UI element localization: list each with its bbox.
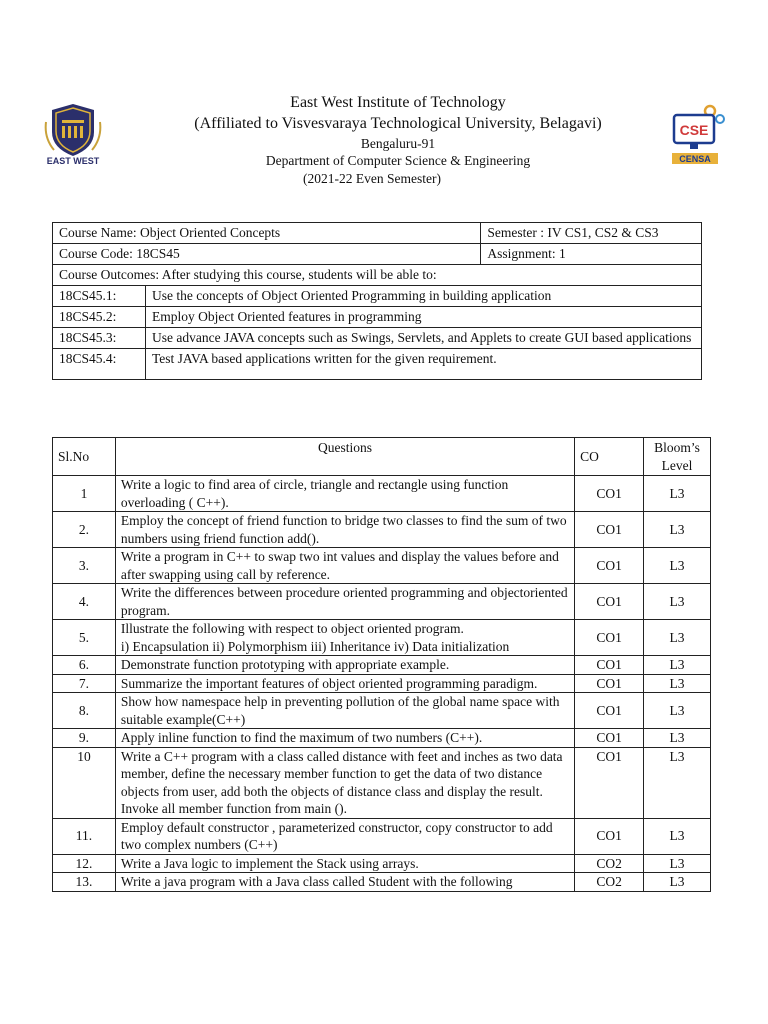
question-number: 3. (53, 548, 116, 584)
outcome-text: Test JAVA based applications written for the given requirement. (146, 349, 702, 380)
question-blooms-level: L3 (644, 854, 711, 873)
question-number: 4. (53, 584, 116, 620)
question-blooms-level: L3 (644, 584, 711, 620)
course-outcomes-intro: Course Outcomes: After studying this course, students will be able to: (53, 265, 702, 286)
question-number: 13. (53, 873, 116, 892)
course-code: Course Code: 18CS45 (53, 244, 481, 265)
col-header-co: CO (575, 438, 644, 476)
question-co: CO2 (575, 854, 644, 873)
question-text: Illustrate the following with respect to object oriented program. i) Encapsulation ii) Polymorphism iii) Inheritance iv) Data initialization (115, 620, 574, 656)
question-blooms-level: L3 (644, 747, 711, 818)
question-blooms-level: L3 (644, 729, 711, 748)
outcome-text: Employ Object Oriented features in programming (146, 307, 702, 328)
question-co: CO1 (575, 656, 644, 675)
table-row (53, 512, 711, 548)
outcome-text: Use advance JAVA concepts such as Swings, Servlets, and Applets to create GUI based applications (146, 328, 702, 349)
question-number: 1 (53, 476, 116, 512)
question-co: CO1 (575, 620, 644, 656)
table-row (53, 674, 711, 693)
censa-logo-mark: CSE (679, 122, 709, 138)
semester-year: (2021-22 Even Semester) (303, 171, 441, 186)
table-row (53, 873, 711, 892)
question-text: Write the differences between procedure oriented programming and objectoriented program. (115, 584, 574, 620)
question-co: CO1 (575, 693, 644, 729)
outcome-code: 18CS45.3: (53, 328, 146, 349)
question-number: 7. (53, 674, 116, 693)
question-text: Employ the concept of friend function to bridge two classes to find the sum of two numbers using friend function add(). (115, 512, 574, 548)
city: Bengaluru-91 (360, 136, 436, 151)
table-row (53, 693, 711, 729)
col-header-questions: Questions (115, 438, 574, 476)
affiliation: (Affiliated to Visvesvaraya Technological University, Belagavi) (194, 115, 602, 132)
outcome-code: 18CS45.2: (53, 307, 146, 328)
question-blooms-level: L3 (644, 674, 711, 693)
outcome-code: 18CS45.1: (53, 286, 146, 307)
east-west-logo-text: EAST WEST (46, 156, 100, 166)
table-row (53, 729, 711, 748)
question-number: 2. (53, 512, 116, 548)
question-blooms-level: L3 (644, 656, 711, 675)
question-text: Write a C++ program with a class called distance with feet and inches as two data member, define the necessary member function to get the data of two distance objects from user, add both the objects of distance class and display the result. Invoke all member function from main (). (115, 747, 574, 818)
question-text: Write a Java logic to implement the Stack using arrays. (115, 854, 574, 873)
question-blooms-level: L3 (644, 693, 711, 729)
question-blooms-level: L3 (644, 818, 711, 854)
question-number: 12. (53, 854, 116, 873)
question-blooms-level: L3 (644, 476, 711, 512)
question-text: Apply inline function to find the maximum of two numbers (C++). (115, 729, 574, 748)
question-blooms-level: L3 (644, 873, 711, 892)
question-co: CO1 (575, 729, 644, 748)
outcome-text: Use the concepts of Object Oriented Programming in building application (146, 286, 702, 307)
col-header-blooms-level: Bloom’s Level (644, 438, 711, 476)
department: Department of Computer Science & Engineering (265, 153, 531, 168)
question-co: CO1 (575, 476, 644, 512)
question-co: CO1 (575, 674, 644, 693)
question-number: 5. (53, 620, 116, 656)
table-row (53, 854, 711, 873)
course-semester: Semester : IV CS1, CS2 & CS3 (481, 223, 702, 244)
question-co: CO1 (575, 818, 644, 854)
assignment-number: Assignment: 1 (481, 244, 702, 265)
question-co: CO2 (575, 873, 644, 892)
question-blooms-level: L3 (644, 512, 711, 548)
question-co: CO1 (575, 584, 644, 620)
question-text: Employ default constructor , parameterized constructor, copy constructor to add two complex numbers (C++) (115, 818, 574, 854)
table-row (53, 584, 711, 620)
table-row (53, 548, 711, 584)
document-header (0, 0, 768, 200)
question-blooms-level: L3 (644, 548, 711, 584)
question-text: Demonstrate function prototyping with appropriate example. (115, 656, 574, 675)
question-co: CO1 (575, 512, 644, 548)
question-text: Write a logic to find area of circle, triangle and rectangle using function overloading ( C++). (115, 476, 574, 512)
question-text: Write a java program with a Java class called Student with the following (115, 873, 574, 892)
question-co: CO1 (575, 747, 644, 818)
col-header-slno: Sl.No (53, 438, 116, 476)
outcome-code: 18CS45.4: (53, 349, 146, 380)
question-text: Summarize the important features of object oriented programming paradigm. (115, 674, 574, 693)
questions-table (52, 437, 711, 892)
question-blooms-level: L3 (644, 620, 711, 656)
censa-logo-text: CENSA (679, 154, 711, 164)
question-number: 8. (53, 693, 116, 729)
question-number: 9. (53, 729, 116, 748)
questions-header-row (53, 438, 711, 476)
question-number: 11. (53, 818, 116, 854)
table-row (53, 747, 711, 818)
institute-name: East West Institute of Technology (290, 94, 506, 111)
question-co: CO1 (575, 548, 644, 584)
course-name: Course Name: Object Oriented Concepts (53, 223, 481, 244)
table-row (53, 818, 711, 854)
course-info-table (52, 222, 702, 380)
table-row (53, 476, 711, 512)
question-number: 10 (53, 747, 116, 818)
question-number: 6. (53, 656, 116, 675)
question-text: Show how namespace help in preventing pollution of the global name space with suitable example(C++) (115, 693, 574, 729)
question-text: Write a program in C++ to swap two int values and display the values before and after swapping using call by reference. (115, 548, 574, 584)
table-row (53, 620, 711, 656)
table-row (53, 656, 711, 675)
